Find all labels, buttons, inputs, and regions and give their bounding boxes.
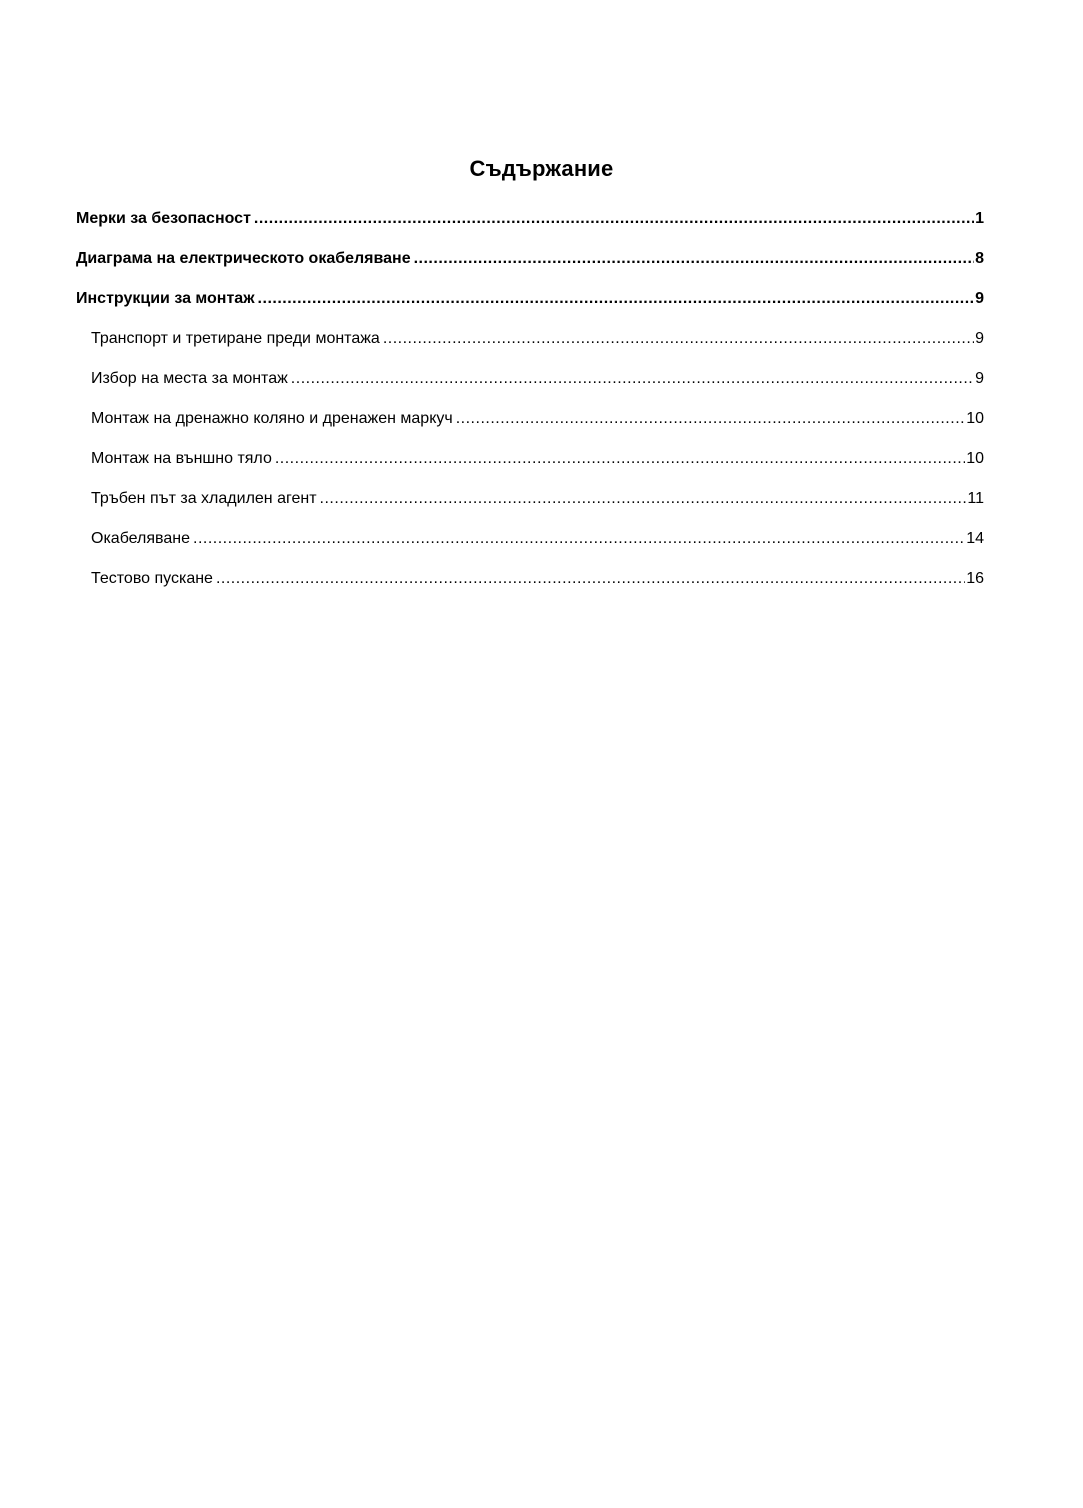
toc-entry-page: 14	[966, 530, 984, 547]
dot-leader	[254, 210, 974, 228]
toc-entry-page: 9	[975, 330, 984, 347]
toc-entry-label: Транспорт и третиране преди монтажа	[91, 330, 380, 347]
toc-entry-label: Тръбен път за хладилен агент	[91, 490, 317, 507]
toc-entry-page: 9	[975, 290, 984, 307]
toc-entry-page: 10	[966, 410, 984, 427]
toc-entry-refrigerant-piping[interactable]	[76, 490, 984, 530]
dot-leader	[383, 330, 974, 348]
toc-entry-label: Тестово пускане	[91, 570, 213, 587]
toc-entry-safety[interactable]	[76, 210, 984, 250]
dot-leader	[193, 530, 965, 548]
dot-leader	[216, 570, 965, 588]
toc-entry-location[interactable]	[76, 370, 984, 410]
table-of-contents	[76, 210, 984, 610]
toc-entry-wiring[interactable]	[76, 530, 984, 570]
toc-entry-page: 9	[975, 370, 984, 387]
toc-entry-label: Монтаж на външно тяло	[91, 450, 272, 467]
toc-entry-installation[interactable]	[76, 290, 984, 330]
dot-leader	[291, 370, 974, 388]
toc-entry-wiring-diagram[interactable]	[76, 250, 984, 290]
toc-entry-test-run[interactable]	[76, 570, 984, 610]
toc-entry-label: Инструкции за монтаж	[76, 290, 255, 307]
toc-entry-label: Окабеляване	[91, 530, 190, 547]
toc-entry-page: 10	[966, 450, 984, 467]
dot-leader	[320, 490, 967, 508]
toc-entry-page: 16	[966, 570, 984, 587]
toc-entry-transport[interactable]	[76, 330, 984, 370]
toc-entry-outdoor-unit[interactable]	[76, 450, 984, 490]
toc-entry-label: Диаграма на електрическото окабеляване	[76, 250, 411, 267]
dot-leader	[275, 450, 965, 468]
toc-entry-label: Мерки за безопасност	[76, 210, 251, 227]
toc-entry-page: 1	[975, 210, 984, 227]
dot-leader	[258, 290, 975, 308]
toc-entry-label: Избор на места за монтаж	[91, 370, 288, 387]
dot-leader	[414, 250, 975, 268]
dot-leader	[456, 410, 965, 428]
toc-entry-label: Монтаж на дренажно коляно и дренажен маркуч	[91, 410, 453, 427]
page-title: Съдържание	[469, 156, 614, 181]
toc-entry-page: 8	[975, 250, 984, 267]
toc-entry-page: 11	[967, 490, 984, 507]
toc-entry-drain[interactable]	[76, 410, 984, 450]
